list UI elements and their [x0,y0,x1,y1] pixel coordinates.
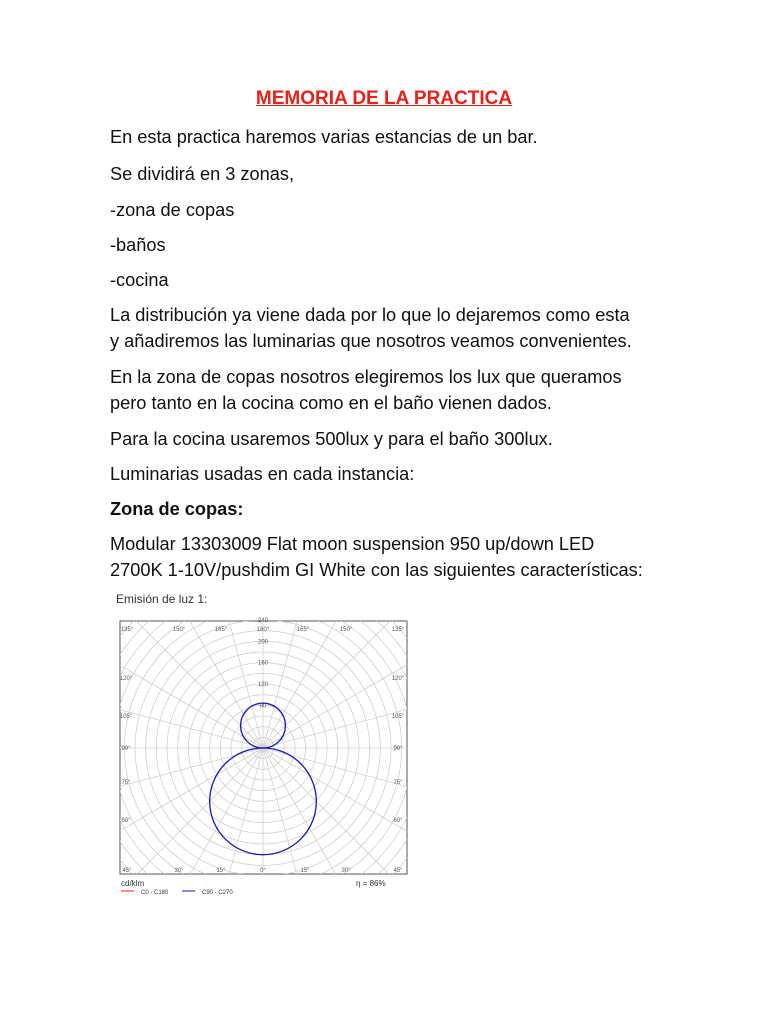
angle-label-right: 105° [391,714,405,720]
list-item: -zona de copas [110,200,235,220]
paragraph-lux-values: Para la cocina usaremos 500lux y para el baño 300lux. [110,429,553,449]
paragraph-distribution-1: La distribución ya viene dada por lo que lo dejaremos como esta [110,305,630,325]
paragraph-intro: En esta practica haremos varias estancias de un bar. [110,127,538,147]
angle-label-right: 90° [393,746,403,752]
radial-tick-label: 240 [257,618,269,624]
angle-label-top: 135° [120,627,134,633]
angle-label-top: 150° [339,627,353,633]
paragraph-lux-1: En la zona de copas nosotros elegiremos los lux que queramos [110,367,622,387]
list-item: -cocina [110,270,169,290]
document-title: MEMORIA DE LA PRACTICA [255,88,513,109]
angle-label-left: 90° [121,746,131,752]
paragraph-lux-2: pero tanto en la cocina como en el baño vienen dados. [110,393,552,413]
angle-label-left: 105° [119,714,133,720]
angle-label-top: 165° [296,627,310,633]
angle-label-top: 165° [214,627,228,633]
angle-label-bottom: 30° [174,868,184,874]
angle-label-right: 60° [393,818,403,824]
section-heading-zona-copas: Zona de copas: [110,499,244,519]
efficiency-label: η = 86% [356,879,386,888]
radial-tick-label: 120 [257,682,269,688]
radial-tick-label: 160 [257,660,269,667]
paragraph-distribution-2: y añadiremos las luminarias que nosotros veamos convenientes. [110,331,632,351]
chart-title: Emisión de luz 1: [116,592,208,606]
list-item: -baños [110,235,166,255]
angle-label-left: 120° [119,676,133,682]
angle-label-bottom: 15° [300,868,310,874]
angle-label-top: 135° [391,627,405,633]
angle-label-top: 180° [256,627,270,633]
angle-label-bottom: 30° [341,868,351,874]
radial-tick-label: 200 [257,639,269,646]
angle-label-bottom: 0° [260,868,266,874]
angle-label-right: 75° [393,780,403,786]
angle-label-left: 60° [121,818,131,824]
unit-label: cd/klm [121,879,145,888]
angle-label-bottom: 45° [122,868,132,874]
angle-label-bottom: 45° [393,868,403,874]
angle-label-left: 75° [121,780,131,786]
radial-tick-label: 80 [259,703,267,710]
legend-label-c0-c180: C0 - C180 [141,890,169,896]
angle-label-top: 150° [172,627,186,633]
angle-label-bottom: 15° [216,868,226,874]
paragraph-luminarias: Luminarias usadas en cada instancia: [110,464,415,484]
legend-label-c90-c270: C90 - C270 [202,890,233,896]
angle-label-right: 120° [391,676,405,682]
paragraph-zones: Se dividirá en 3 zonas, [110,164,295,184]
polar-light-distribution-chart [110,588,420,898]
paragraph-modular-1: Modular 13303009 Flat moon suspension 950 up/down LED [110,534,595,554]
polar-chart-svg [110,588,420,898]
paragraph-modular-2: 2700K 1-10V/pushdim GI White con las siguientes características: [110,560,643,580]
